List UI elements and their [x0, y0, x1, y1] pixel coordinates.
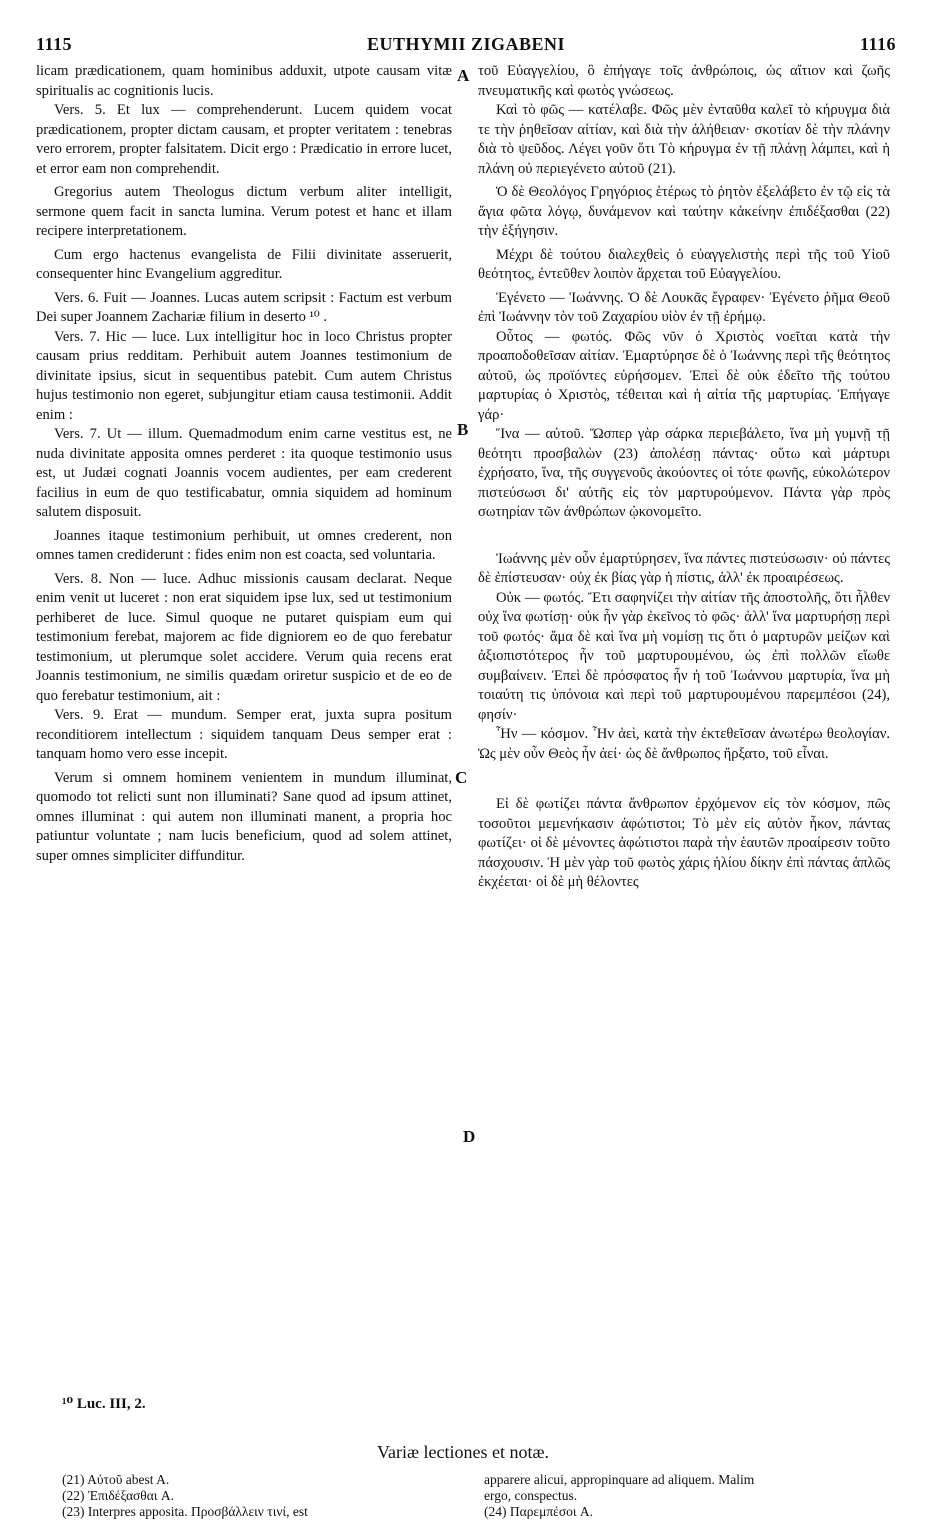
note-line: (23) Interpres apposita. Προσβάλλειν τινί, est	[62, 1504, 308, 1519]
latin-paragraph: Vers. 5. Et lux — comprehenderunt. Lucem quidem vocat prædicationem, propter dictam causam, et propter veritatem : tenebras vero errorem, propter falsitatem. Dicit ergo : Prædicatio in errore lucet, et error eam non comprehendit.	[36, 102, 452, 177]
latin-paragraph: Joannes itaque testimonium perhibuit, ut omnes crederent, non omnes tamen crediderunt : fides enim non est coacta, sed voluntaria.	[36, 527, 452, 563]
page-header	[36, 34, 896, 60]
greek-paragraph: Ὁ δὲ Θεολόγος Γρηγόριος ἑτέρως τὸ ῥητὸν ἐξελάβετο ἐν τῷ εἰς τὰ ἅγια φῶτα λόγῳ, δυνάμενον καὶ ταύτην κἀκείνην ἐπιδέξασθαι (22) τὴν ἐξήγησιν.	[478, 184, 890, 239]
latin-column	[36, 62, 452, 866]
latin-paragraph: Vers. 9. Erat — mundum. Semper erat, juxta supra positum reconditiorem intellectum : siquidem tanquam Deus semper erat : tanquam homo vero esse incepit.	[36, 707, 452, 762]
latin-paragraph: Vers. 8. Non — luce. Adhuc missionis causam declarat. Neque enim venit ut luceret : non erat siquidem ipse lux, sed ut testimonium perhiberet de luce. Simul quoque ne putaret quispiam eum qui testimonium ferebat, majorem ac fide digniorem eo de quo ferebatur testimonium, ut plerumque solet accidere. Verum quia recens erat Joannis testimonium, ne similis quædam oriretur suspicio et de eo de quo ferebatur testimonium, ait :	[36, 570, 452, 704]
greek-paragraph: Καὶ τὸ φῶς — κατέλαβε. Φῶς μὲν ἐνταῦθα καλεῖ τὸ κήρυγμα διὰ τε τὴν ῥηθεῖσαν αἰτίαν, καὶ διὰ τὴν ἀλήθειαν· σκοτίαν δὲ τὴν πλάνην διὰ τὸ ψεῦδος. Λέγει γοῦν ὅτι Τὸ κήρυγμα ἐν τῇ πλάνῃ λάμπει, καὶ ἡ πλάνη οὐ περιεγένετο αὐτοῦ (21).	[478, 102, 890, 177]
note-line: ergo, conspectus.	[484, 1488, 578, 1503]
greek-paragraph: Οὐκ — φωτός. Ἔτι σαφηνίζει τὴν αἰτίαν τῆς ἀποστολῆς, ὅτι ἦλθεν οὐχ ἵνα φωτίσῃ· οὐκ ἦν γὰρ ἐκεῖνος τὸ φῶς· ἀλλ' ἵνα μαρτυρήσῃ περὶ τοῦ φωτός· ἅμα δὲ καὶ ἵνα μὴ νομίσῃ τις ὅτι ὁ μαρτυρῶν μείζων καὶ ἀξιοπιστότερος ἦν τοῦ μαρτυρουμένου, ὡς ἐπὶ πολλῶν εἴωθε συμβαίνειν. Ἐπεὶ δὲ πρόσφατος ἦν ἡ τοῦ Ἰωάννου μαρτυρία, ἵνα μὴ τοιαύτη τις ὑπόνοια καὶ περὶ τοῦ μαρτυρουμένου παρεμπέσοι (24), φησίν·	[478, 589, 890, 723]
latin-paragraph: licam prædicationem, quam hominibus adduxit, utpote causam vitæ spiritualis ac cognitionis lucis.	[36, 63, 452, 99]
note-line: apparere alicui, appropinquare ad aliquem. Malim	[484, 1472, 755, 1487]
page-number-left: 1115	[36, 34, 73, 54]
running-title: EUTHYMII ZIGABENI	[366, 34, 566, 54]
margin-letter-a: A	[457, 66, 470, 85]
greek-paragraph: Εἰ δὲ φωτίζει πάντα ἄνθρωπον ἐρχόμενον εἰς τὸν κόσμον, πῶς τοσοῦτοι μεμενήκασιν ἀφώτιστοι; Τὸ μὲν εἰς αὐτὸν ἧκον, πάντας φωτίζει· οἱ δὲ μένοντες ἀφώτιστοι παρὰ τὴν ἑαυτῶν προαίρεσιν τοῦτο πάσχουσιν. Ἡ μὲν γὰρ τοῦ φωτὸς χάρις ἡλίου δίκην ἐπὶ πάντας ἁπλῶς ἐκχέεται· οἱ δὲ μὴ θέλοντες	[478, 796, 890, 890]
notes-heading: Variæ lectiones et notæ.	[377, 1442, 549, 1462]
footnote: ¹⁰ Luc. III, 2.	[62, 1396, 146, 1412]
latin-paragraph: Verum si omnem hominem venientem in mundum illuminat, quomodo tot relicti sunt non illuminati? Sane quod ad ipsum attinet, omnes illuminat : qui autem non illuminati manent, a propria hoc patiuntur voluntate ; nam lucis beneficium, quod ad solem attinet, super omnes simpliciter diffunditur.	[36, 769, 452, 864]
greek-column	[478, 62, 890, 893]
latin-paragraph: Cum ergo hactenus evangelista de Filii divinitate asseruerit, consequenter hinc Evangelium aggreditur.	[36, 246, 452, 282]
greek-paragraph: Ἦν — κόσμον. Ἦν ἀεὶ, κατὰ τὴν ἐκτεθεῖσαν ἀνωτέρω θεολογίαν. Ὡς μὲν οὖν Θεὸς ἦν ἀεί· ὡς δὲ ἄνθρωπος ἤρξατο, τοῦ εἶναι.	[478, 726, 890, 762]
greek-paragraph: τοῦ Εὐαγγελίου, ὃ ἐπήγαγε τοῖς ἀνθρώποις, ὡς αἴτιον καὶ ζωῆς πνευματικῆς καὶ φωτὸς γνώσεως.	[478, 63, 890, 99]
latin-paragraph: Vers. 6. Fuit — Joannes. Lucas autem scripsit : Factum est verbum Dei super Joannem Zachariæ filium in deserto ¹⁰ .	[36, 289, 452, 325]
margin-letter-b: B	[457, 420, 469, 439]
margin-letter-d: D	[463, 1127, 476, 1146]
margin-letter-c: C	[455, 768, 468, 787]
latin-paragraph: Vers. 7. Ut — illum. Quemadmodum enim carne vestitus est, ne nuda divinitate apposita omnes perderet : ita quoque testimonio usus est, ut Judæi cognati Joannis vocem audientes, per eam crederent facilius in eum de quo testificabatur, omnia siquidem ad hominum salutem disposuit.	[36, 426, 452, 520]
notes-left	[62, 1472, 462, 1520]
latin-paragraph: Gregorius autem Theologus dictum verbum aliter intelligit, sermone quem facit in sancta lumina. Verum potest et hanc et illam recipere interpretationem.	[36, 184, 452, 239]
greek-paragraph: Ἰωάννης μὲν οὖν ἐμαρτύρησεν, ἵνα πάντες πιστεύσωσιν· οὐ πάντες δὲ ἐπίστευσαν· οὐχ ἐκ βίας γὰρ ἡ πίστις, ἀλλ' ἐκ προαιρέσεως.	[478, 550, 890, 586]
greek-paragraph: Οὗτος — φωτός. Φῶς νῦν ὁ Χριστὸς νοεῖται κατὰ τὴν προαποδοθεῖσαν αἰτίαν. Ἐμαρτύρησε δὲ ὁ Ἰωάννης περὶ τῆς θεότητος αὐτοῦ, ὡς προϊόντες εὑρήσομεν. Ἐπεὶ δὲ οὐκ ἐδεῖτο τῆς τούτου μαρτυρίας ὁ Χριστὸς, τέθειται καὶ ἡ αἰτία τῆς μαρτυρίας. Ἐπήγαγε γάρ·	[478, 328, 890, 423]
notes-right	[484, 1472, 884, 1520]
greek-paragraph: Ἵνα — αὐτοῦ. Ὥσπερ γὰρ σάρκα περιεβάλετο, ἵνα μὴ γυμνῇ τῇ θεότητι προσβαλὼν (23) ἀπολέσῃ πάντας· οὕτω καὶ μάρτυρι ἐχρήσατο, ἵνα, τῆς συγγενοῦς ἀκούοντες οἱ τότε φωνῆς, εὐκολώτερον πιστεύσωσι δι' αὐτῆς εἰς τὸν μαρτυρούμενον. Πάντα γὰρ πρὸς σωτηρίαν τῶν ἀνθρώπων ᾠκονομεῖτο.	[478, 426, 890, 520]
note-line: (24) Παρεμπέσοι A.	[484, 1504, 593, 1519]
page-number-right: 1116	[859, 34, 896, 54]
note-line: (22) Ἐπιδέξασθαι A.	[62, 1488, 174, 1503]
greek-paragraph: Ἐγένετο — Ἰωάννης. Ὁ δὲ Λουκᾶς ἔγραφεν· Ἐγένετο ῥῆμα Θεοῦ ἐπὶ Ἰωάννην τὸν τοῦ Ζαχαρίου υἱὸν ἐν τῇ ἐρήμῳ.	[478, 289, 890, 325]
greek-paragraph: Μέχρι δὲ τούτου διαλεχθεὶς ὁ εὐαγγελιστὴς περὶ τῆς τοῦ Υἱοῦ θεότητος, ἐντεῦθεν λοιπὸν ἄρχεται τοῦ Εὐαγγελίου.	[478, 246, 890, 282]
note-line: (21) Αὐτοῦ abest A.	[62, 1472, 170, 1487]
latin-paragraph: Vers. 7. Hic — luce. Lux intelligitur hoc in loco Christus propter causam prius redditam. Perhibuit autem Joannes testimonium de divinitate ipsius, sicut in sequentibus patebit. Cum autem Christus hujus testimonio non egeret, subjungitur etiam causa testimonii. Addit enim :	[36, 328, 452, 423]
